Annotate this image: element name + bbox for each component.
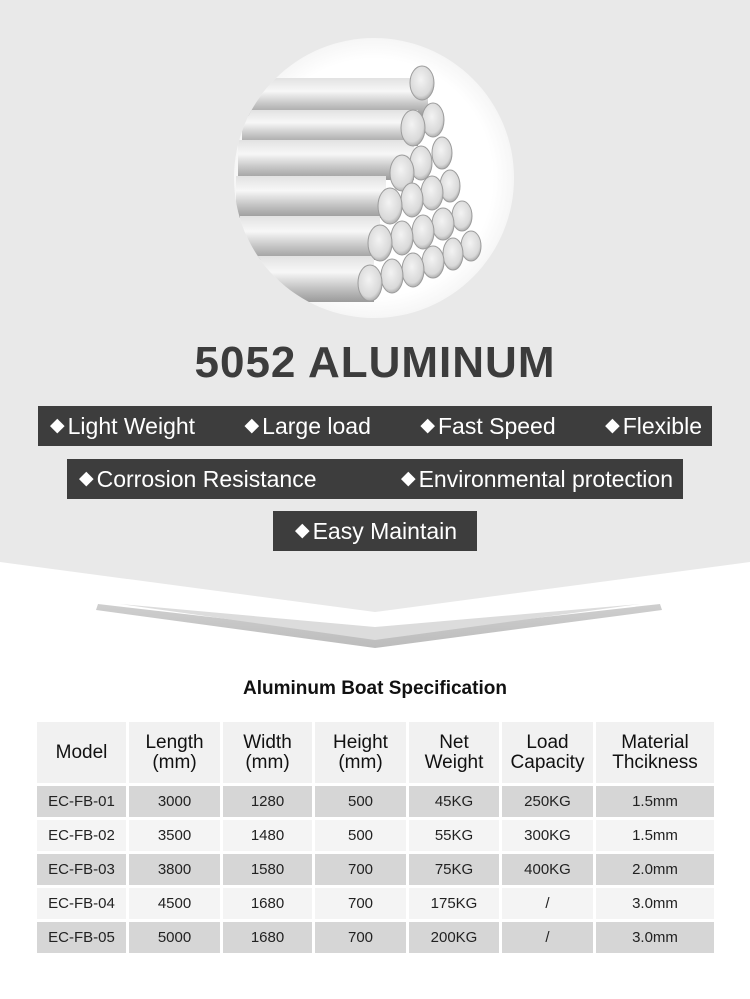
- table-cell: 200KG: [409, 922, 499, 953]
- table-cell: 3500: [129, 820, 220, 851]
- feature-bar: [67, 459, 683, 499]
- table-cell: 1.5mm: [596, 786, 714, 817]
- table-header-row: [37, 722, 714, 783]
- diamond-bullet-icon: ◆: [294, 519, 310, 541]
- diamond-bullet-icon: ◆: [244, 414, 260, 436]
- feature-item: [401, 466, 673, 493]
- aluminum-rods-image: [228, 38, 520, 318]
- column-header-load-capacity: Load Capacity: [502, 722, 593, 783]
- table-row: [37, 786, 714, 817]
- feature-row-2: [0, 459, 750, 499]
- diamond-bullet-icon: ◆: [420, 414, 435, 436]
- table-cell: 75KG: [409, 854, 499, 885]
- table-cell: EC-FB-03: [37, 854, 126, 885]
- table-cell: 300KG: [502, 820, 593, 851]
- table-cell: 5000: [129, 922, 220, 953]
- table-cell: 700: [315, 922, 406, 953]
- table-row: [37, 854, 714, 885]
- table-cell: 1480: [223, 820, 312, 851]
- feature-row-1: [0, 406, 750, 446]
- feature-label: Fast Speed: [437, 412, 556, 439]
- table-cell: 1280: [223, 786, 312, 817]
- table-cell: 500: [315, 820, 406, 851]
- diamond-bullet-icon: ◆: [50, 414, 65, 436]
- feature-item: [420, 413, 555, 440]
- spec-table-title: Aluminum Boat Specification: [243, 678, 507, 699]
- table-cell: 3800: [129, 854, 220, 885]
- feature-label: Light Weight: [67, 412, 196, 439]
- table-cell: EC-FB-05: [37, 922, 126, 953]
- column-header-model: Model: [37, 722, 126, 783]
- feature-label: Environmental protection: [418, 465, 673, 492]
- feature-item: [245, 413, 371, 440]
- feature-bar: [38, 406, 712, 446]
- table-cell: 1.5mm: [596, 820, 714, 851]
- table-cell: 3.0mm: [596, 888, 714, 919]
- table-cell: 250KG: [502, 786, 593, 817]
- table-cell: 2.0mm: [596, 854, 714, 885]
- feature-label: Large load: [262, 412, 371, 439]
- column-header-height: Height (mm): [315, 722, 406, 783]
- table-cell: /: [502, 922, 593, 953]
- feature-label: Flexible: [622, 412, 702, 439]
- spec-table: [34, 719, 717, 956]
- table-row: [37, 922, 714, 953]
- feature-item: [79, 466, 317, 493]
- diamond-bullet-icon: ◆: [79, 467, 94, 489]
- table-cell: /: [502, 888, 593, 919]
- feature-label: Corrosion Resistance: [96, 465, 317, 492]
- diamond-bullet-icon: ◆: [400, 467, 416, 489]
- table-cell: 500: [315, 786, 406, 817]
- column-header-material-thickness: Material Thcikness: [596, 722, 714, 783]
- column-header-net-weight: Net Weight: [409, 722, 499, 783]
- table-cell: 1580: [223, 854, 312, 885]
- table-cell: 45KG: [409, 786, 499, 817]
- table-cell: EC-FB-02: [37, 820, 126, 851]
- table-cell: 700: [315, 888, 406, 919]
- table-cell: 3.0mm: [596, 922, 714, 953]
- table-cell: 700: [315, 854, 406, 885]
- feature-row-3: [0, 511, 750, 551]
- feature-bar: [273, 511, 477, 551]
- feature-item: [50, 413, 195, 440]
- table-cell: EC-FB-01: [37, 786, 126, 817]
- table-cell: 1680: [223, 888, 312, 919]
- table-row: [37, 888, 714, 919]
- table-cell: 400KG: [502, 854, 593, 885]
- table-cell: 1680: [223, 922, 312, 953]
- feature-item: [295, 518, 457, 545]
- table-cell: 3000: [129, 786, 220, 817]
- table-cell: EC-FB-04: [37, 888, 126, 919]
- page-title: 5052 ALUMINUM: [194, 338, 556, 387]
- table-cell: 4500: [129, 888, 220, 919]
- table-row: [37, 820, 714, 851]
- diamond-bullet-icon: ◆: [605, 414, 620, 436]
- column-header-width: Width (mm): [223, 722, 312, 783]
- column-header-length: Length (mm): [129, 722, 220, 783]
- feature-label: Easy Maintain: [312, 517, 458, 544]
- table-cell: 55KG: [409, 820, 499, 851]
- table-cell: 175KG: [409, 888, 499, 919]
- feature-item: [605, 413, 702, 440]
